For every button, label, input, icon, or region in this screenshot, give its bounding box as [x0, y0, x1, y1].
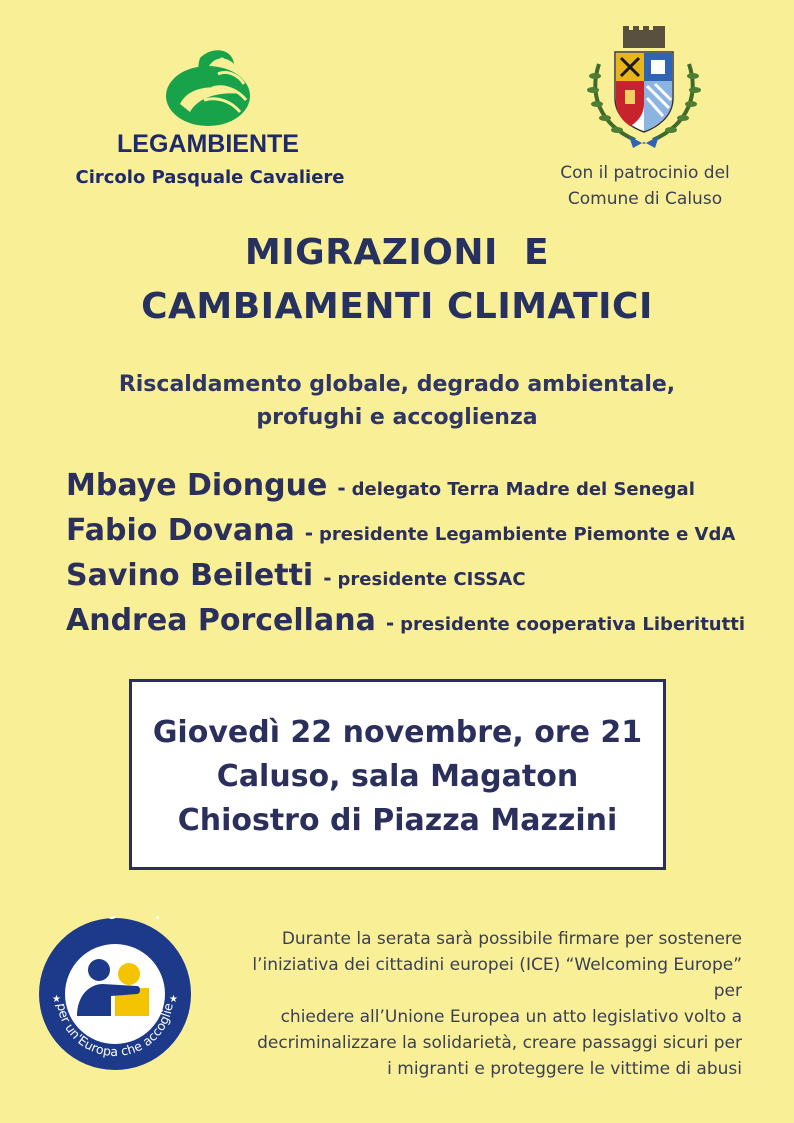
speaker-row — [66, 558, 526, 593]
footer-note — [226, 926, 742, 1082]
legambiente-wordmark: LEGAMBIENTE — [117, 130, 299, 158]
event-details-box — [129, 679, 666, 870]
footer-line: Durante la serata sarà possibile firmare per sostenere — [281, 929, 742, 949]
speaker-name: Fabio Dovana — [66, 513, 295, 548]
patronage-note — [540, 160, 750, 212]
speaker-role: presidente cooperativa Liberitutti — [400, 614, 745, 635]
legambiente-swan-logo-icon — [160, 44, 256, 128]
event-location: Chiostro di Piazza Mazzini — [177, 803, 618, 838]
patronage-line-1: Con il patrocinio del — [560, 163, 730, 183]
subtitle-line-2: profughi e accoglienza — [256, 405, 538, 430]
patronage-line-2: Comune di Caluso — [567, 189, 723, 209]
speaker-role: presidente CISSAC — [337, 569, 526, 590]
speaker-dash: - — [323, 566, 332, 590]
event-date-time: Giovedì 22 novembre, ore 21 — [152, 715, 643, 750]
speaker-dash: - — [385, 611, 395, 635]
speaker-name: Mbaye Diongue — [66, 468, 328, 503]
speaker-row — [66, 603, 745, 638]
speaker-name: Savino Beiletti — [66, 558, 314, 593]
event-subtitle — [60, 368, 734, 434]
caluso-coat-of-arms-icon — [585, 24, 703, 152]
footer-line: chiedere all’Unione Europea un atto legislativo volto a — [280, 1007, 742, 1027]
speaker-dash: - — [337, 476, 346, 500]
footer-line: l’iniziativa dei cittadini europei (ICE) “Welcoming Europe” per — [252, 955, 742, 1001]
welcoming-europe-logo-icon — [37, 916, 193, 1072]
speaker-row — [66, 513, 735, 548]
logo-bottom-text: per un'Europa che accoglie — [54, 1001, 176, 1060]
speaker-name: Andrea Porcellana — [66, 603, 376, 638]
event-venue: Caluso, sala Magaton — [216, 759, 579, 794]
subtitle-line-1: Riscaldamento globale, degrado ambientale, — [118, 372, 676, 397]
title-line-1: MIGRAZIONI E — [244, 232, 550, 273]
speaker-row — [66, 468, 695, 503]
speaker-role: presidente Legambiente Piemonte e VdA — [319, 524, 736, 545]
speaker-dash: - — [304, 521, 314, 545]
svg-text:★: ★ — [52, 994, 61, 1005]
logo-top-text — [37, 916, 174, 920]
footer-line: decriminalizzare la solidarietà, creare passaggi sicuri per — [257, 1033, 742, 1053]
title-line-2: CAMBIAMENTI CLIMATICI — [141, 286, 653, 327]
svg-text:★: ★ — [169, 994, 178, 1005]
event-title — [60, 226, 734, 334]
speaker-role: delegato Terra Madre del Senegal — [351, 479, 695, 500]
footer-line: i migranti e proteggere le vittime di abusi — [387, 1059, 742, 1079]
circle-name: Circolo Pasquale Cavaliere — [75, 167, 345, 188]
